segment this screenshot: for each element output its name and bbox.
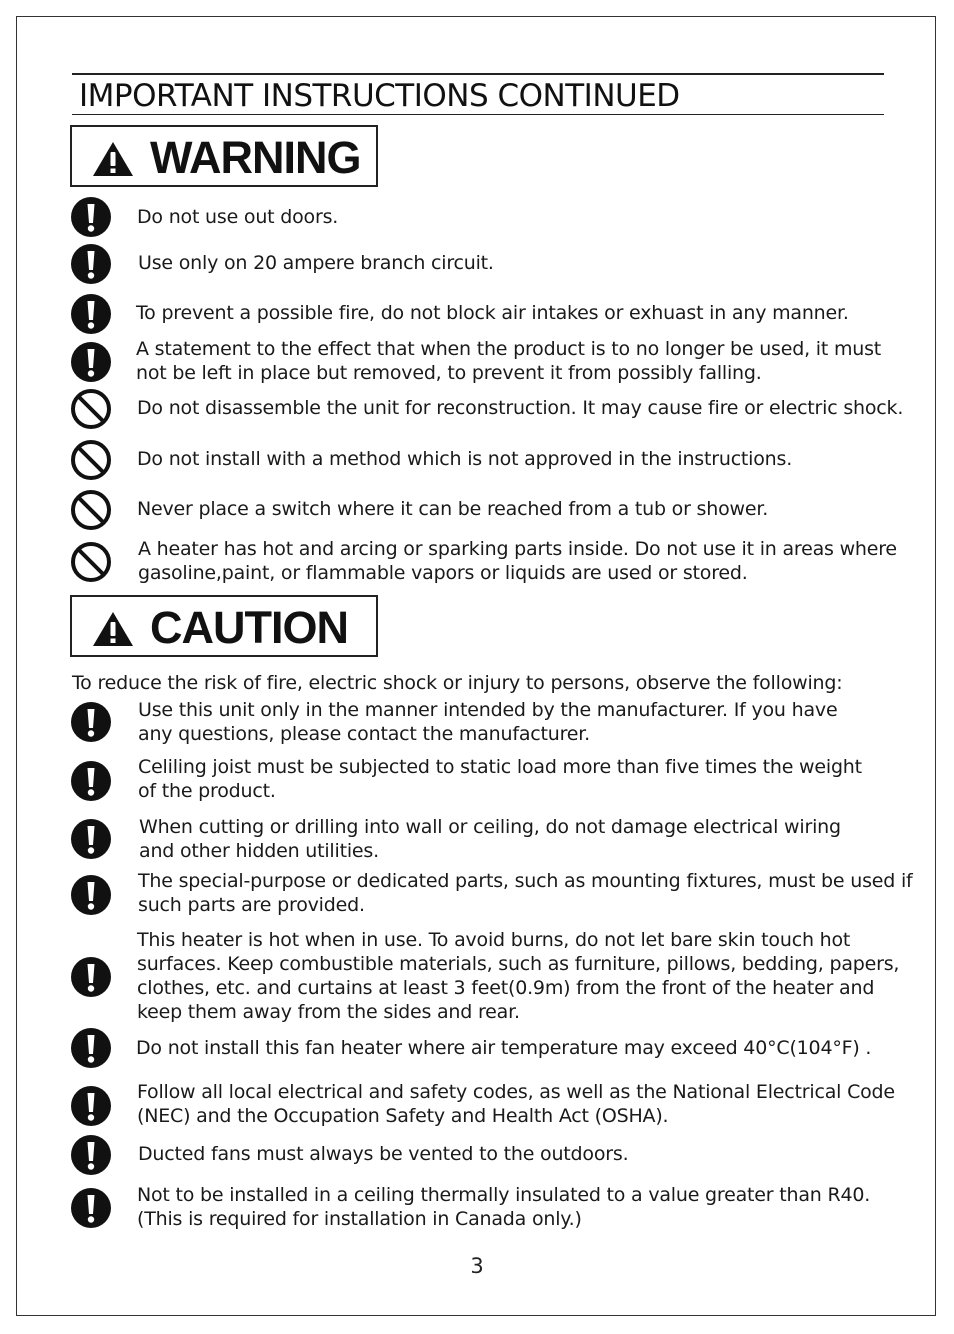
- caution-item-text: [137, 1080, 895, 1128]
- mandatory-icon: [70, 701, 112, 743]
- caution-item-text: [138, 698, 837, 746]
- warning-item-text: [138, 537, 897, 585]
- section-title: IMPORTANT INSTRUCTIONS CONTINUED: [79, 78, 680, 114]
- caution-item-text: [138, 1142, 628, 1166]
- mandatory-icon: [70, 818, 112, 860]
- warning-item-text: [137, 447, 792, 471]
- warning-label: WARNING: [150, 132, 361, 183]
- caution-item-text: [137, 1183, 870, 1231]
- mandatory-icon: [70, 293, 112, 335]
- prohibited-icon: [70, 541, 112, 583]
- text-line: Never place a switch where it can be reached from a tub or shower.: [137, 498, 769, 520]
- text-line: such parts are provided.: [138, 894, 365, 916]
- text-line: not be left in place but removed, to prevent it from possibly falling.: [136, 362, 762, 384]
- caution-label-box: [70, 595, 378, 657]
- mandatory-icon: [70, 341, 112, 383]
- text-line: A statement to the effect that when the product is to no longer be used, it must: [136, 338, 882, 360]
- mandatory-icon: [70, 1027, 112, 1069]
- warning-item-text: [136, 337, 881, 385]
- warning-label-box: [70, 125, 378, 187]
- warning-triangle-icon: [92, 611, 134, 647]
- text-line: Follow all local electrical and safety codes, as well as the National Electrical Code: [137, 1081, 895, 1103]
- text-line: When cutting or drilling into wall or ceiling, do not damage electrical wiring: [139, 816, 841, 838]
- text-line: and other hidden utilities.: [139, 840, 379, 862]
- text-line: any questions, please contact the manufacturer.: [138, 723, 590, 745]
- text-line: Ducted fans must always be vented to the outdoors.: [138, 1143, 629, 1165]
- mandatory-icon: [70, 243, 112, 285]
- text-line: A heater has hot and arcing or sparking parts inside. Do not use it in areas where: [138, 538, 897, 560]
- caution-intro: To reduce the risk of fire, electric shock or injury to persons, observe the following:: [72, 672, 843, 694]
- text-line: Use this unit only in the manner intended by the manufacturer. If you have: [138, 699, 838, 721]
- text-line: clothes, etc. and curtains at least 3 feet(0.9m) from the front of the heater and: [137, 977, 875, 999]
- text-line: Not to be installed in a ceiling thermally insulated to a value greater than R40.: [137, 1184, 871, 1206]
- caution-label: CAUTION: [150, 602, 348, 653]
- mandatory-icon: [70, 956, 112, 998]
- mandatory-icon: [70, 1134, 112, 1176]
- text-line: Celiling joist must be subjected to static load more than five times the weight: [138, 756, 862, 778]
- text-line: Use only on 20 ampere branch circuit.: [138, 252, 494, 274]
- text-line: (This is required for installation in Canada only.): [137, 1208, 582, 1230]
- text-line: keep them away from the sides and rear.: [137, 1001, 520, 1023]
- caution-item-text: [138, 755, 862, 803]
- text-line: surfaces. Keep combustible materials, such as furniture, pillows, bedding, papers,: [137, 953, 900, 975]
- warning-item-text: [136, 301, 849, 325]
- text-line: of the product.: [138, 780, 276, 802]
- text-line: Do not install this fan heater where air temperature may exceed 40°C(104°F) .: [136, 1037, 872, 1059]
- page-number: 3: [470, 1254, 484, 1278]
- caution-item-text: [137, 928, 899, 1024]
- mandatory-icon: [70, 760, 112, 802]
- warning-item-text: [138, 251, 494, 275]
- prohibited-icon: [70, 439, 112, 481]
- warning-item-text: [137, 396, 903, 420]
- prohibited-icon: [70, 388, 112, 430]
- mandatory-icon: [70, 196, 112, 238]
- text-line: (NEC) and the Occupation Safety and Health Act (OSHA).: [137, 1105, 669, 1127]
- text-line: To prevent a possible fire, do not block air intakes or exhuast in any manner.: [136, 302, 849, 324]
- prohibited-icon: [70, 489, 112, 531]
- section-header: [72, 73, 884, 115]
- text-line: Do not install with a method which is not approved in the instructions.: [137, 448, 793, 470]
- warning-triangle-icon: [92, 141, 134, 177]
- mandatory-icon: [70, 1085, 112, 1127]
- text-line: gasoline,paint, or flammable vapors or liquids are used or stored.: [138, 562, 748, 584]
- text-line: Do not disassemble the unit for reconstruction. It may cause fire or electric shock.: [137, 397, 904, 419]
- caution-item-text: [138, 869, 913, 917]
- text-line: Do not use out doors.: [137, 206, 339, 228]
- warning-item-text: [137, 497, 768, 521]
- mandatory-icon: [70, 874, 112, 916]
- caution-item-text: [139, 815, 841, 863]
- text-line: The special-purpose or dedicated parts, such as mounting fixtures, must be used if: [138, 870, 913, 892]
- text-line: This heater is hot when in use. To avoid burns, do not let bare skin touch hot: [137, 929, 851, 951]
- caution-item-text: [136, 1036, 871, 1060]
- warning-item-text: [137, 205, 338, 229]
- mandatory-icon: [70, 1187, 112, 1229]
